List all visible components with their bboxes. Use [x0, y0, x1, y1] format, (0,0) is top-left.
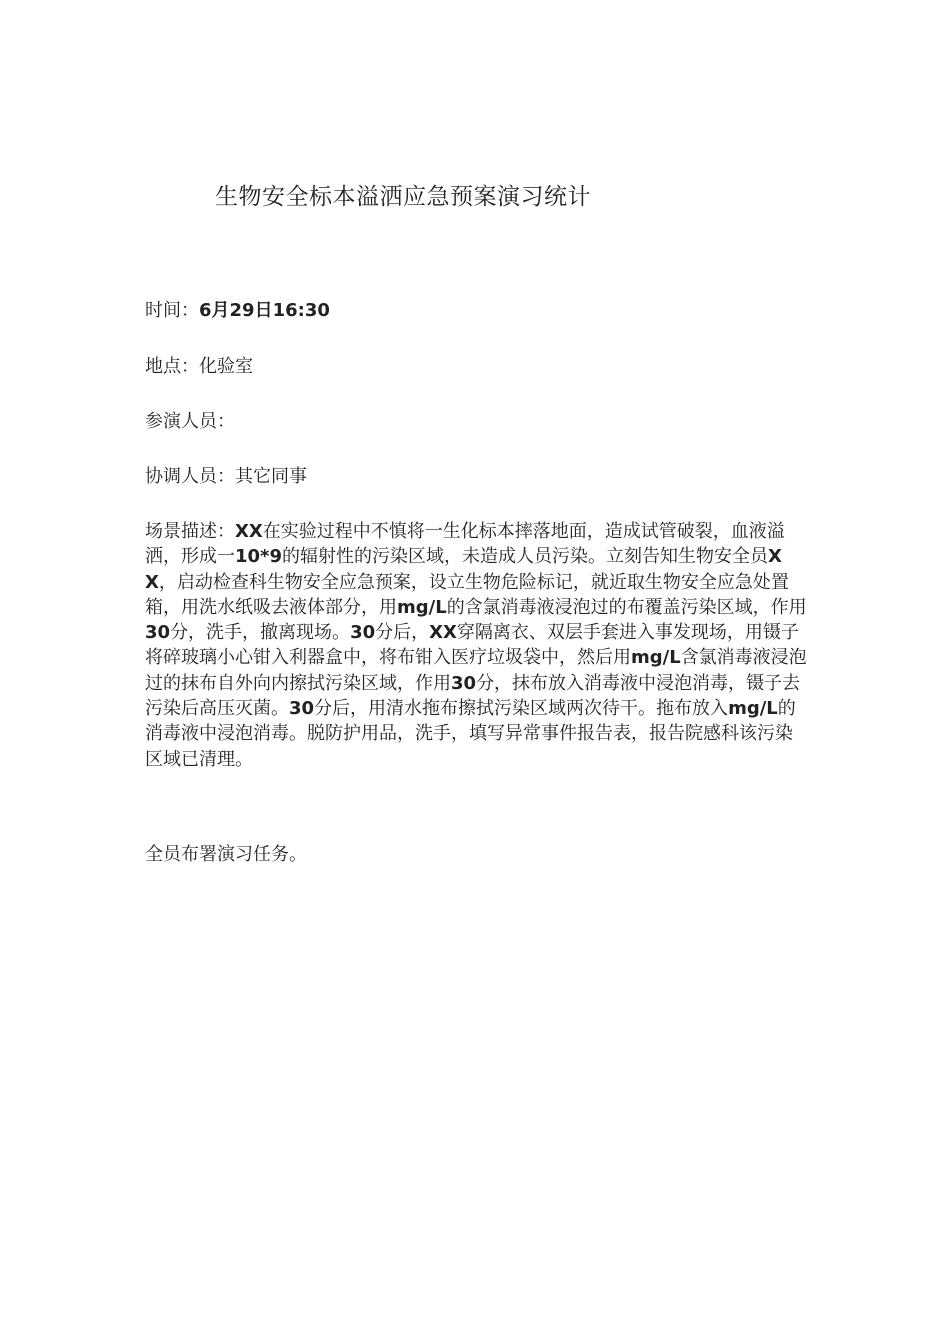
closing-note: 全员布署演习任务。: [145, 844, 307, 865]
place-label: 地点：: [145, 356, 199, 377]
document-title: 生物安全标本溢洒应急预案演习统计: [215, 184, 591, 210]
time-value: 6月29日16:30: [199, 300, 330, 321]
place-field: [145, 355, 253, 379]
coordinators-field: [145, 465, 307, 489]
participants-label: 参演人员：: [145, 411, 235, 432]
time-field: [145, 299, 330, 323]
participants-field: [145, 410, 235, 434]
scene-label: 场景描述：: [145, 521, 235, 542]
scene-description: [145, 519, 807, 772]
scene-text: XX在实验过程中不慎将一生化标本摔落地面，造成试管破裂，血液溢洒，形成一10*9的辐射性的污染区域，未造成人员污染。立刻告知生物安全员XX，启动检查科生物安全应急预案，设立生物危险标记，就近取生物安全应急处置箱，用洗水纸吸去液体部分，用mg/L的含氯消毒液浸泡过的布覆盖污染区域，作用30分，洗手，撤离现场。30分后，XX穿隔离衣、双层手套进入事发现场，用镊子将碎玻璃小心钳入利器盒中，将布钳入医疗垃圾袋中，然后用mg/L含氯消毒液浸泡过的抹布自外向内擦拭污染区域，作用30分，抹布放入消毒液中浸泡消毒，镊子去污染后高压灭菌。30分后，用清水拖布擦拭污染区域两次待干。拖布放入mg/L的消毒液中浸泡消毒。脱防护用品，洗手，填写异常事件报告表，报告院感科该污染区域已清理。: [145, 521, 807, 770]
place-value: 化验室: [199, 356, 253, 377]
time-label: 时间：: [145, 300, 199, 321]
coordinators-value: 其它同事: [235, 466, 307, 487]
coordinators-label: 协调人员：: [145, 466, 235, 487]
